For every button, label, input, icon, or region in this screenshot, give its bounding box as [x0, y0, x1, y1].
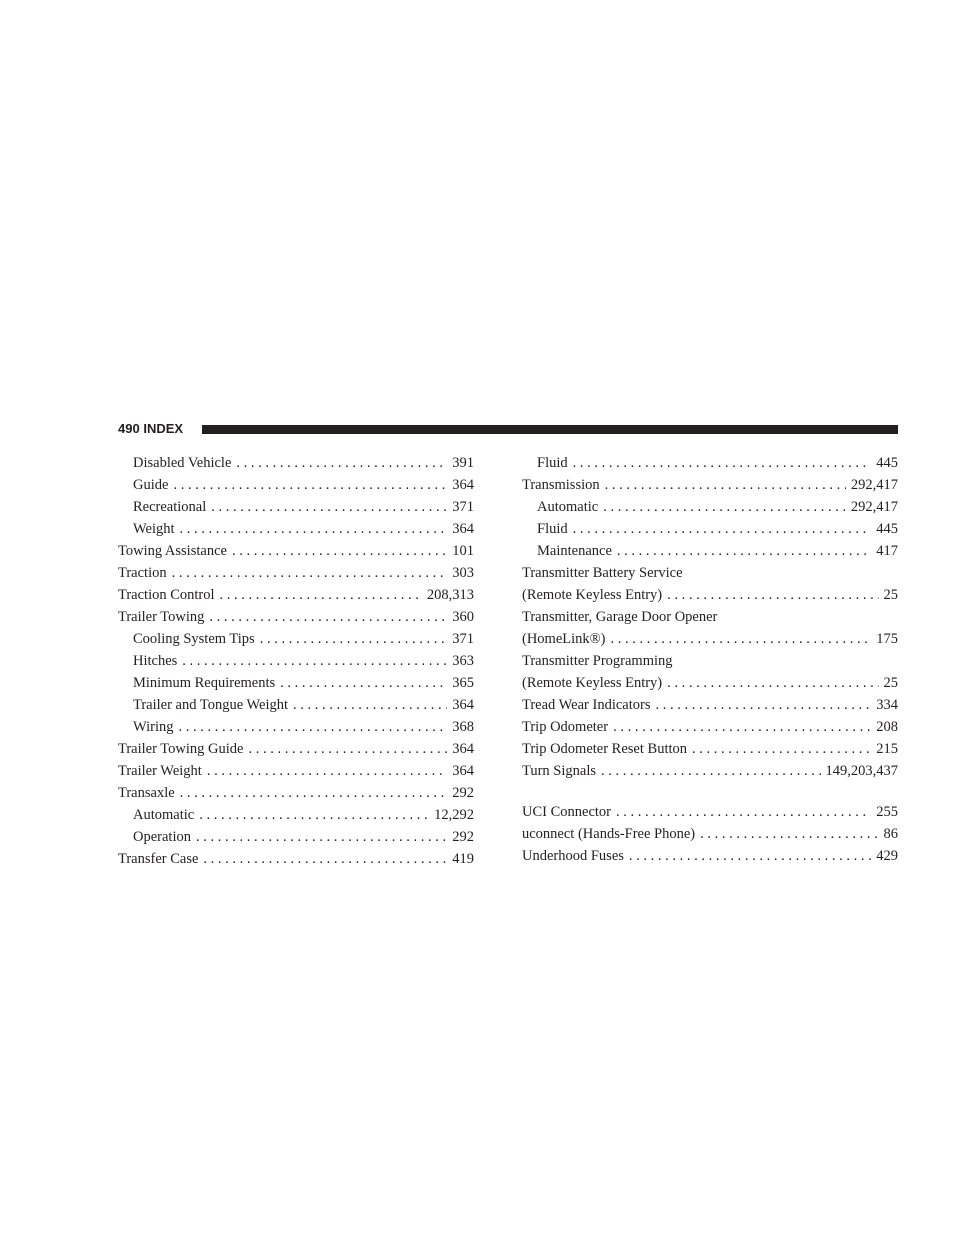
entry-label: Automatic [537, 499, 599, 515]
entry-label: Turn Signals [522, 763, 597, 779]
index-entry [522, 628, 898, 650]
dot-leader [667, 672, 878, 694]
entry-label: Recreational [133, 499, 207, 515]
index-entry [118, 518, 474, 540]
entry-label: Transfer Case [118, 851, 199, 867]
dot-leader [613, 716, 871, 738]
entry-label: Tread Wear Indicators [522, 697, 651, 713]
entry-page: 101 [452, 543, 474, 559]
entry-page: 429 [876, 848, 898, 864]
entry-label: Cooling System Tips [133, 631, 255, 647]
entry-label: Operation [133, 829, 191, 845]
entry-label: Fluid [537, 521, 568, 537]
entry-label: Disabled Vehicle [133, 455, 232, 471]
index-entry [118, 848, 474, 870]
entry-page: 368 [452, 719, 474, 735]
index-entry [522, 845, 898, 867]
index-entry [522, 452, 898, 474]
entry-page: 417 [876, 543, 898, 559]
entry-page: 364 [452, 741, 474, 757]
entry-label: (Remote Keyless Entry) [522, 587, 663, 603]
index-column-left [118, 452, 474, 870]
header-rule [202, 425, 898, 434]
entry-page: 292 [452, 829, 474, 845]
index-column-right [522, 452, 898, 867]
entry-label: Trailer Towing Guide [118, 741, 244, 757]
entry-page: 371 [452, 631, 474, 647]
entry-label: uconnect (Hands-Free Phone) [522, 826, 696, 842]
dot-leader [605, 474, 846, 496]
index-entry [522, 474, 898, 496]
dot-leader [629, 845, 871, 867]
index-entry [522, 716, 898, 738]
index-entry [522, 738, 898, 760]
entry-label: (Remote Keyless Entry) [522, 675, 663, 691]
index-entry [118, 694, 474, 716]
entry-page: 364 [452, 521, 474, 537]
index-entry [118, 606, 474, 628]
index-entry [118, 496, 474, 518]
dot-leader [211, 496, 447, 518]
entry-heading-line: Transmitter Programming [522, 653, 673, 669]
index-entry [118, 738, 474, 760]
index-entry [118, 540, 474, 562]
entry-page: 364 [452, 477, 474, 493]
entry-page: 208,313 [426, 587, 474, 603]
entry-label: UCI Connector [522, 804, 611, 820]
entry-page: 292 [452, 785, 474, 801]
dot-leader [616, 801, 871, 823]
dot-leader [199, 804, 429, 826]
index-entry [522, 540, 898, 562]
entry-page: 25 [883, 675, 898, 691]
entry-label: Underhood Fuses [522, 848, 624, 864]
index-entry [118, 804, 474, 826]
index-entry [118, 452, 474, 474]
dot-leader [700, 823, 878, 845]
dot-leader [179, 716, 448, 738]
entry-heading-line: Transmitter Battery Service [522, 565, 683, 581]
index-entry [118, 562, 474, 584]
entry-page: 445 [876, 521, 898, 537]
entry-label: Trailer Weight [118, 763, 202, 779]
entry-label: Fluid [537, 455, 568, 471]
dot-leader [220, 584, 422, 606]
index-entry [118, 584, 474, 606]
entry-page: 364 [452, 763, 474, 779]
entry-page: 303 [452, 565, 474, 581]
entry-label: Weight [133, 521, 175, 537]
entry-label: Traction [118, 565, 167, 581]
index-entry [118, 474, 474, 496]
index-entry [522, 672, 898, 694]
entry-label: Towing Assistance [118, 543, 227, 559]
entry-page: 208 [876, 719, 898, 735]
index-entry [522, 694, 898, 716]
dot-leader [248, 738, 447, 760]
section-title: INDEX [143, 421, 184, 436]
entry-label: Transaxle [118, 785, 175, 801]
entry-label: Maintenance [537, 543, 612, 559]
index-entry [118, 672, 474, 694]
entry-label: Automatic [133, 807, 195, 823]
index-entry [522, 496, 898, 518]
entry-heading-line: Transmitter, Garage Door Opener [522, 609, 718, 625]
index-entry [118, 628, 474, 650]
dot-leader [196, 826, 447, 848]
entry-page: 175 [876, 631, 898, 647]
index-entry [118, 716, 474, 738]
entry-label: Trip Odometer Reset Button [522, 741, 688, 757]
index-entry [522, 801, 898, 823]
entry-page: 215 [876, 741, 898, 757]
entry-label: Wiring [133, 719, 174, 735]
entry-label: Trailer and Tongue Weight [133, 697, 289, 713]
header-label [118, 418, 183, 440]
entry-page: 364 [452, 697, 474, 713]
dot-leader [611, 628, 872, 650]
dot-leader [173, 474, 447, 496]
dot-leader [180, 782, 448, 804]
entry-label: Guide [133, 477, 169, 493]
entry-label: Traction Control [118, 587, 215, 603]
dot-leader [182, 650, 447, 672]
dot-leader [180, 518, 448, 540]
index-entry [118, 650, 474, 672]
index-entry [522, 823, 898, 845]
index-entry [118, 760, 474, 782]
dot-leader [172, 562, 448, 584]
page-number: 490 [118, 421, 140, 436]
entry-page: 360 [452, 609, 474, 625]
index-entry [118, 826, 474, 848]
entry-page: 292,417 [850, 477, 898, 493]
dot-leader [573, 452, 872, 474]
entry-page: 363 [452, 653, 474, 669]
entry-page: 334 [876, 697, 898, 713]
entry-page: 255 [876, 804, 898, 820]
dot-leader [692, 738, 871, 760]
entry-page: 391 [452, 455, 474, 471]
dot-leader [236, 452, 447, 474]
entry-page: 419 [452, 851, 474, 867]
index-entry [118, 782, 474, 804]
entry-label: Trailer Towing [118, 609, 205, 625]
entry-page: 292,417 [850, 499, 898, 515]
entry-label: Trip Odometer [522, 719, 609, 735]
dot-leader [209, 606, 447, 628]
entry-page: 12,292 [434, 807, 474, 823]
dot-leader [601, 760, 820, 782]
index-entry [522, 760, 898, 782]
index-entry [522, 518, 898, 540]
entry-label: (HomeLink®) [522, 631, 606, 647]
entry-page: 86 [883, 826, 898, 842]
dot-leader [573, 518, 872, 540]
dot-leader [656, 694, 872, 716]
entry-page: 149,203,437 [825, 763, 898, 779]
entry-page: 371 [452, 499, 474, 515]
index-entry [522, 584, 898, 606]
dot-leader [232, 540, 447, 562]
dot-leader [667, 584, 878, 606]
entry-label: Transmission [522, 477, 600, 493]
dot-leader [203, 848, 447, 870]
dot-leader [207, 760, 447, 782]
entry-page: 445 [876, 455, 898, 471]
dot-leader [617, 540, 871, 562]
entry-label: Minimum Requirements [133, 675, 276, 691]
dot-leader [260, 628, 448, 650]
page-header [118, 418, 898, 440]
entry-label: Hitches [133, 653, 178, 669]
dot-leader [280, 672, 447, 694]
dot-leader [603, 496, 846, 518]
entry-page: 365 [452, 675, 474, 691]
entry-page: 25 [883, 587, 898, 603]
dot-leader [293, 694, 447, 716]
